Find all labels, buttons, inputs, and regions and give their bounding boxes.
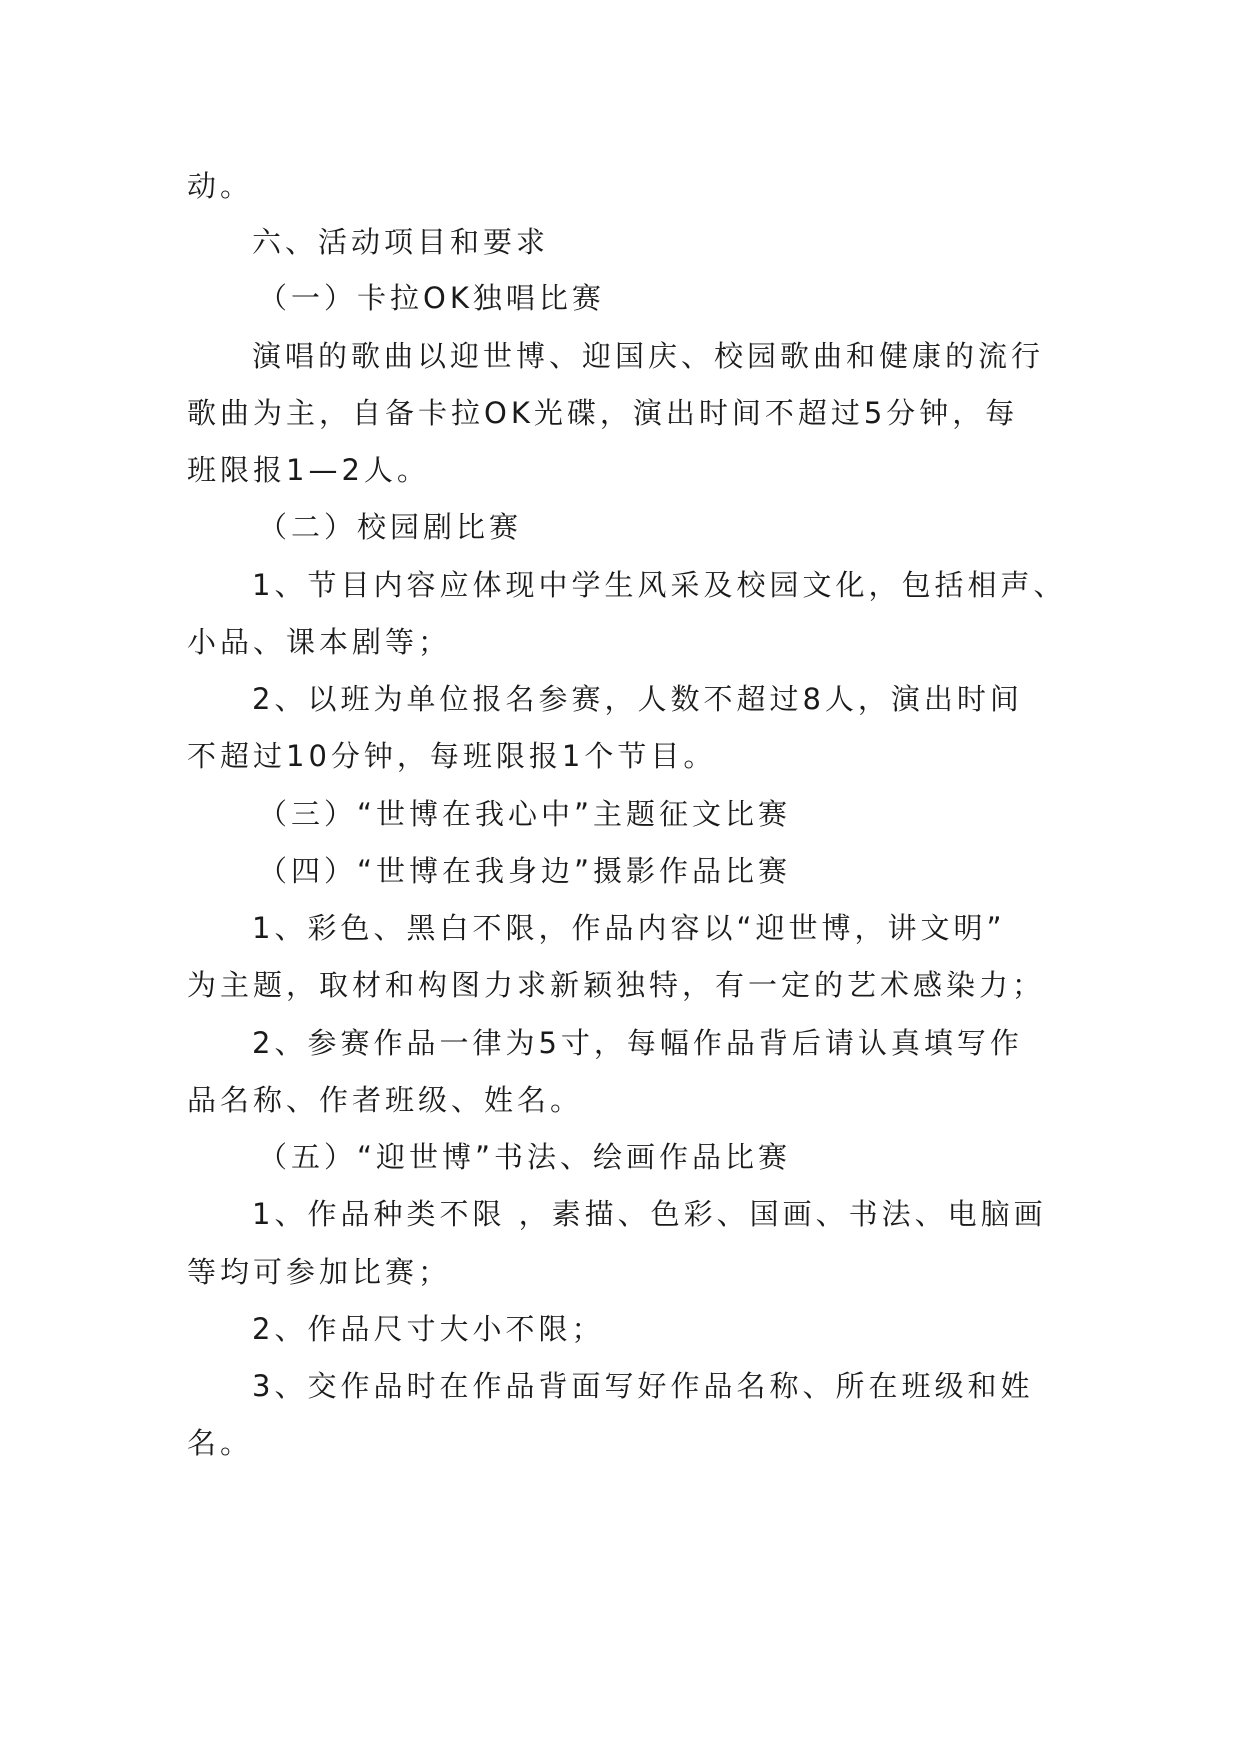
text-line: 等均可参加比赛； <box>187 1255 452 1289</box>
text-line: 2、作品尺寸大小不限； <box>252 1312 605 1346</box>
text-line: 名。 <box>187 1426 254 1460</box>
subsection-heading: （三）“世博在我心中”主题征文比赛 <box>258 797 792 831</box>
text-line: 演唱的歌曲以迎世博、迎国庆、校园歌曲和健康的流行 <box>252 339 1045 373</box>
subsection-heading: （四）“世博在我身边”摄影作品比赛 <box>258 854 792 888</box>
text-line: 1、作品种类不限 ，素描、色彩、国画、书法、电脑画 <box>252 1197 1047 1231</box>
text-line: 为主题，取材和构图力求新颖独特，有一定的艺术感染力； <box>187 968 1046 1002</box>
text-line: 2、参赛作品一律为5寸，每幅作品背后请认真填写作 <box>252 1026 1023 1060</box>
text-line: 品名称、作者班级、姓名。 <box>187 1083 584 1117</box>
subsection-heading: （二）校园剧比赛 <box>258 510 523 544</box>
text-line: 2、以班为单位报名参赛，人数不超过8人，演出时间 <box>252 682 1023 716</box>
subsection-heading: （五）“迎世博”书法、绘画作品比赛 <box>258 1140 792 1174</box>
text-line: 班限报1—2人。 <box>187 453 430 487</box>
text-line: 3、交作品时在作品背面写好作品名称、所在班级和姓 <box>252 1369 1034 1403</box>
text-line: 小品、课本剧等； <box>187 625 452 659</box>
section-heading: 六、活动项目和要求 <box>252 225 550 259</box>
text-line: 1、节目内容应体现中学生风采及校园文化，包括相声、 <box>252 568 1067 602</box>
text-line: 不超过10分钟，每班限报1个节目。 <box>187 739 717 773</box>
text-line: 动。 <box>187 169 254 203</box>
text-line: 歌曲为主，自备卡拉OK光碟，演出时间不超过5分钟，每 <box>187 396 1019 430</box>
text-line: 1、彩色、黑白不限，作品内容以“迎世博，讲文明” <box>252 911 1006 945</box>
subsection-heading: （一）卡拉OK独唱比赛 <box>258 281 605 315</box>
